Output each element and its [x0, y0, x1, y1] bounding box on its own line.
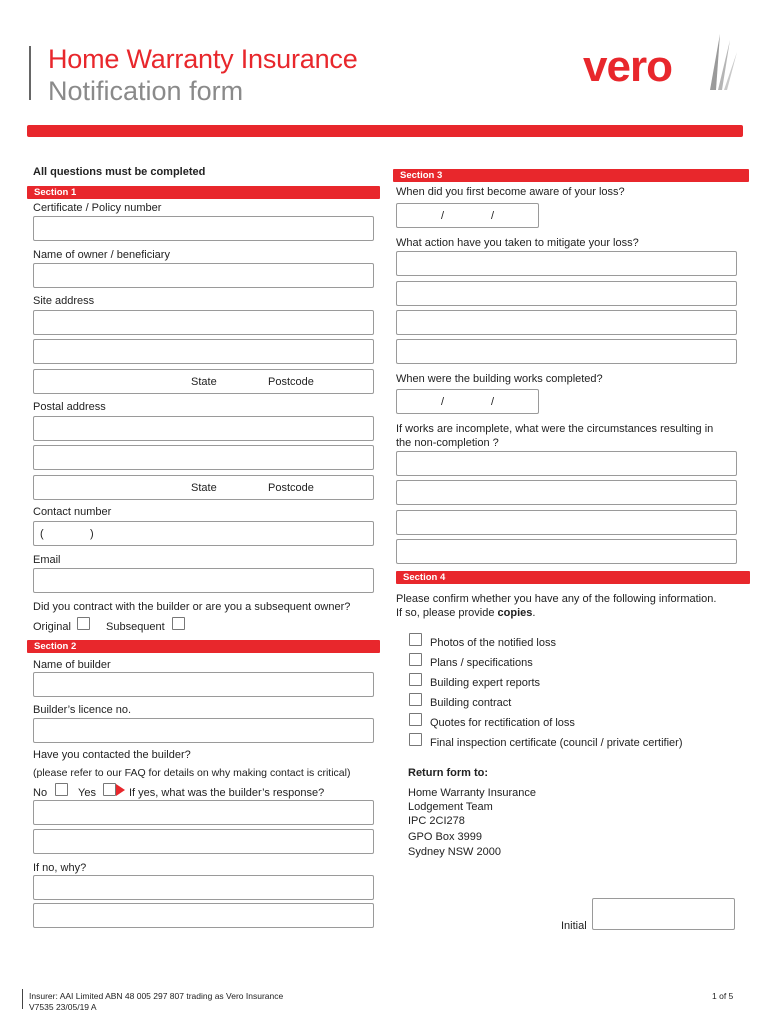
instruction-suffix: . [532, 607, 536, 619]
completed-question: When were the building works completed? [396, 373, 603, 385]
header-bar [27, 125, 743, 137]
return-line: Home Warranty Insurance [408, 787, 536, 799]
return-line: Lodgement Team [408, 801, 493, 813]
return-line: Sydney NSW 2000 [408, 846, 501, 858]
incomplete-question-2: the non-completion ? [396, 437, 499, 449]
date-separator: / [491, 396, 495, 408]
response-input-2[interactable] [33, 829, 374, 854]
email-label: Email [33, 554, 61, 566]
faq-note: (please refer to our FAQ for details on why making contact is critical) [33, 767, 351, 779]
incomplete-input-1[interactable] [396, 451, 737, 476]
section-4-heading: Section 4 [396, 571, 750, 584]
licence-label: Builder’s licence no. [33, 704, 132, 716]
arrow-right-icon [116, 784, 126, 796]
incomplete-input-4[interactable] [396, 539, 737, 564]
expert-reports-label: Building expert reports [430, 677, 541, 689]
form-title: Home Warranty Insurance [48, 44, 358, 74]
title-divider [29, 46, 31, 100]
mitigate-input-1[interactable] [396, 251, 737, 276]
return-line: IPC 2CI278 [408, 815, 465, 827]
incomplete-input-3[interactable] [396, 510, 737, 535]
section4-instruction-2 [396, 607, 535, 619]
why-input-2[interactable] [33, 903, 374, 928]
return-line: GPO Box 3999 [408, 831, 482, 843]
plans-label: Plans / specifications [430, 657, 533, 669]
postal-address-label: Postal address [33, 401, 106, 413]
expert-reports-checkbox[interactable] [409, 673, 422, 686]
completed-date-input[interactable] [396, 389, 539, 414]
response-label: If yes, what was the builder’s response? [129, 787, 325, 799]
subsequent-checkbox[interactable] [172, 617, 185, 630]
site-address-input-1[interactable] [33, 310, 374, 335]
logo-flame-icon [700, 30, 740, 92]
building-contract-label: Building contract [430, 697, 512, 709]
quotes-checkbox[interactable] [409, 713, 422, 726]
final-inspection-label: Final inspection certificate (council / private certifier) [430, 737, 683, 749]
date-separator: / [491, 210, 495, 222]
contacted-question: Have you contacted the builder? [33, 749, 191, 761]
incomplete-question-1: If works are incomplete, what were the circumstances resulting in [396, 423, 714, 435]
vero-logo [583, 42, 672, 92]
certificate-input[interactable] [33, 216, 374, 241]
postal-address-state-row[interactable] [33, 475, 374, 500]
incomplete-input-2[interactable] [396, 480, 737, 505]
contact-open-paren: ( [40, 528, 44, 540]
why-input-1[interactable] [33, 875, 374, 900]
postal-address-input-2[interactable] [33, 445, 374, 470]
postcode-label: Postcode [268, 376, 314, 388]
contact-label: Contact number [33, 506, 112, 518]
section-2-heading: Section 2 [27, 640, 380, 653]
postal-address-input-1[interactable] [33, 416, 374, 441]
site-address-input-2[interactable] [33, 339, 374, 364]
licence-input[interactable] [33, 718, 374, 743]
email-input[interactable] [33, 568, 374, 593]
builder-name-label: Name of builder [33, 659, 111, 671]
no-checkbox[interactable] [55, 783, 68, 796]
intro-text: All questions must be completed [33, 166, 206, 178]
contact-close-paren: ) [90, 528, 94, 540]
builder-name-input[interactable] [33, 672, 374, 697]
original-checkbox[interactable] [77, 617, 90, 630]
page-number: 1 of 5 [712, 991, 734, 1001]
date-separator: / [441, 210, 445, 222]
instruction-bold: copies [497, 607, 533, 619]
section-1-heading: Section 1 [27, 186, 380, 199]
aware-date-input[interactable] [396, 203, 539, 228]
state-label: State [191, 376, 217, 388]
plans-checkbox[interactable] [409, 653, 422, 666]
instruction-prefix: If so, please provide [396, 607, 498, 619]
site-address-state-row[interactable] [33, 369, 374, 394]
footer-divider [22, 989, 23, 1009]
mitigate-input-3[interactable] [396, 310, 737, 335]
quotes-label: Quotes for rectification of loss [430, 717, 575, 729]
contact-input[interactable] [33, 521, 374, 546]
form-subtitle: Notification form [48, 76, 244, 106]
footer-insurer: Insurer: AAI Limited ABN 48 005 297 807 trading as Vero Insurance [29, 991, 284, 1001]
why-label: If no, why? [33, 862, 87, 874]
mitigate-input-2[interactable] [396, 281, 737, 306]
mitigate-question: What action have you taken to mitigate your loss? [396, 237, 639, 249]
certificate-label: Certificate / Policy number [33, 202, 162, 214]
owner-input[interactable] [33, 263, 374, 288]
state-label: State [191, 482, 217, 494]
final-inspection-checkbox[interactable] [409, 733, 422, 746]
aware-question: When did you first become aware of your loss? [396, 186, 625, 198]
initial-label: Initial [561, 920, 587, 932]
contract-question: Did you contract with the builder or are you a subsequent owner? [33, 601, 351, 613]
original-label: Original [33, 621, 71, 633]
mitigate-input-4[interactable] [396, 339, 737, 364]
building-contract-checkbox[interactable] [409, 693, 422, 706]
photos-label: Photos of the notified loss [430, 637, 556, 649]
site-address-label: Site address [33, 295, 95, 307]
date-separator: / [441, 396, 445, 408]
section-3-heading: Section 3 [393, 169, 749, 182]
initial-input[interactable] [592, 898, 735, 930]
yes-checkbox[interactable] [103, 783, 116, 796]
logo-text: vero [583, 42, 672, 91]
photos-checkbox[interactable] [409, 633, 422, 646]
yes-label: Yes [78, 787, 96, 799]
no-label: No [33, 787, 48, 799]
postcode-label: Postcode [268, 482, 314, 494]
footer-code: V7535 23/05/19 A [29, 1002, 97, 1012]
return-heading: Return form to: [408, 767, 489, 779]
response-input-1[interactable] [33, 800, 374, 825]
owner-label: Name of owner / beneficiary [33, 249, 170, 261]
section4-instruction-1: Please confirm whether you have any of the following information. [396, 593, 717, 605]
subsequent-label: Subsequent [106, 621, 165, 633]
